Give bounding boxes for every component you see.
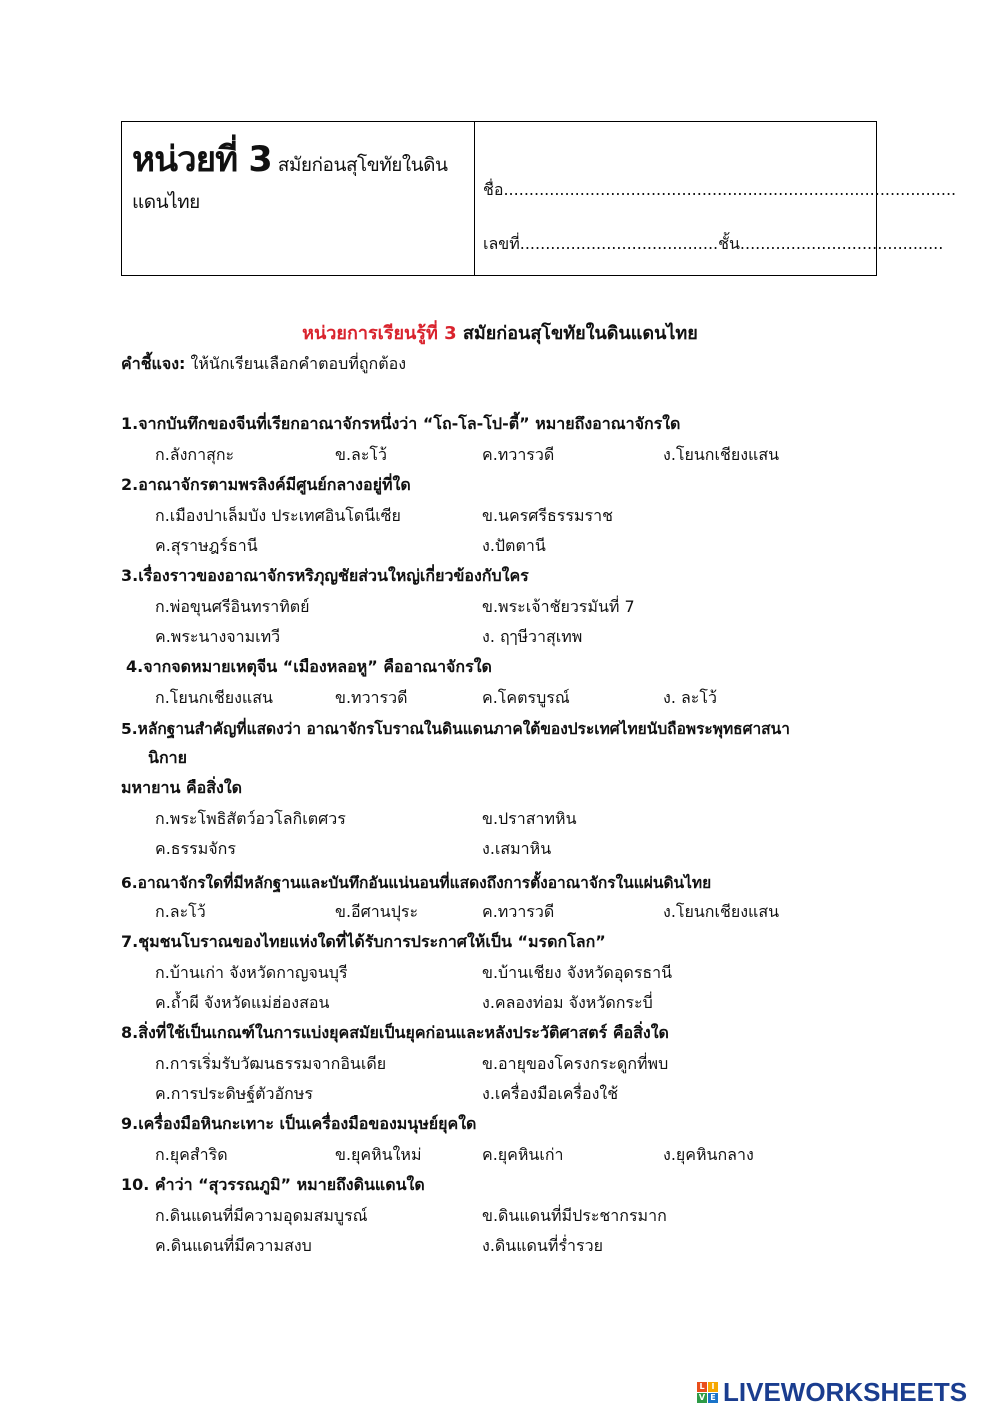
question-5-line2: นิกาย <box>148 748 187 767</box>
option[interactable]: ข.ทวารวดี <box>335 688 408 707</box>
option[interactable]: ค.ทวารวดี <box>482 902 555 921</box>
logo-letter-i: I <box>708 1382 718 1392</box>
liveworksheets-logo[interactable] <box>697 1377 967 1408</box>
option[interactable]: ข.อีศานปุระ <box>335 902 419 921</box>
logo-letter-e: E <box>708 1393 718 1403</box>
logo-text: LIVEWORKSHEETS <box>723 1377 968 1407</box>
option[interactable]: ง. ฤๅษีวาสุเทพ <box>482 627 583 646</box>
option[interactable]: ค.ธรรมจักร <box>155 839 236 858</box>
option[interactable]: ค.ถ้ำผี จังหวัดแม่ฮ่องสอน <box>155 993 330 1012</box>
option[interactable]: ก.ดินแดนที่มีความอุดมสมบูรณ์ <box>155 1206 368 1225</box>
option[interactable]: ง. ละโว้ <box>663 688 717 707</box>
option[interactable]: ก.พระโพธิสัตว์อวโลกิเตศวร <box>155 809 346 828</box>
name-field[interactable]: ชื่อ......................................................................................... <box>483 180 957 199</box>
option[interactable]: ก.ละโว้ <box>155 902 206 921</box>
logo-letter-l: L <box>697 1382 707 1392</box>
option[interactable]: ค.สุราษฎร์ธานี <box>155 536 258 555</box>
student-info <box>475 122 957 275</box>
option[interactable]: ก.ยุคสำริด <box>155 1145 228 1164</box>
option[interactable]: ก.ลังกาสุกะ <box>155 445 235 464</box>
question-6: 6.อาณาจักรใดที่มีหลักฐานและบันทึกอันแน่นอนที่แสดงถึงการตั้งอาณาจักรในแผ่นดินไทย <box>121 874 712 892</box>
option[interactable]: ง.คลองท่อม จังหวัดกระบี่ <box>482 993 653 1012</box>
option[interactable]: ข.ดินแดนที่มีประชากรมาก <box>482 1206 667 1225</box>
number-class-field[interactable]: เลขที่.......................................ชั้น........................................ <box>483 234 944 253</box>
logo-icon <box>697 1382 718 1403</box>
option[interactable]: ง.เสมาหิน <box>482 839 552 858</box>
option[interactable]: ง.ปัตตานี <box>482 536 546 555</box>
question-2: 2.อาณาจักรตามพรลิงค์มีศูนย์กลางอยู่ที่ใด <box>121 475 411 494</box>
title-topic: สมัยก่อนสุโขทัยในดินแดนไทย <box>456 323 698 344</box>
option[interactable]: ก.การเริ่มรับวัฒนธรรมจากอินเดีย <box>155 1054 387 1073</box>
option[interactable]: ง.โยนกเชียงแสน <box>663 445 780 464</box>
option[interactable]: ง.ดินแดนที่ร่ำรวย <box>482 1236 603 1255</box>
instruction <box>121 352 406 377</box>
option[interactable]: ก.บ้านเก่า จังหวัดกาญจนบุรี <box>155 963 348 982</box>
option[interactable]: ข.ละโว้ <box>335 445 387 464</box>
option[interactable]: ค.ยุคหินเก่า <box>482 1145 564 1164</box>
option[interactable]: ข.บ้านเชียง จังหวัดอุดรธานี <box>482 963 673 982</box>
instruction-text: ให้นักเรียนเลือกคำตอบที่ถูกต้อง <box>185 354 407 373</box>
unit-number: หน่วยที่ 3 <box>132 140 272 180</box>
option[interactable]: ค.ทวารวดี <box>482 445 555 464</box>
header-box <box>121 121 957 276</box>
option[interactable]: ค.พระนางจามเทวี <box>155 627 281 646</box>
option[interactable]: ก.โยนกเชียงแสน <box>155 688 273 707</box>
option[interactable]: ง.โยนกเชียงแสน <box>663 902 780 921</box>
page-title <box>0 318 1000 347</box>
option[interactable]: ข.พระเจ้าชัยวรมันที่ 7 <box>482 597 635 616</box>
question-10: 10. คำว่า “สุวรรณภูมิ” หมายถึงดินแดนใด <box>121 1175 425 1194</box>
unit-heading <box>122 122 475 275</box>
question-9: 9.เครื่องมือหินกะเทาะ เป็นเครื่องมือของมนุษย์ยุคใด <box>121 1114 477 1133</box>
option[interactable]: ข.ยุคหินใหม่ <box>335 1145 422 1164</box>
question-5: 5.หลักฐานสำคัญที่แสดงว่า อาณาจักรโบราณในดินแดนภาคใต้ของประเทศไทยนับถือพระพุทธศาสนา <box>121 720 790 738</box>
unit-subtitle: สมัยก่อนสุโขทัยในดินแดนไทย <box>132 154 448 213</box>
question-1: 1.จากบันทึกของจีนที่เรียกอาณาจักรหนึ่งว่า “โถ-โล-โป-ตี้” หมายถึงอาณาจักรใด <box>121 414 681 433</box>
option[interactable]: ข.อายุของโครงกระดูกที่พบ <box>482 1054 669 1073</box>
option[interactable]: ง.เครื่องมือเครื่องใช้ <box>482 1084 619 1103</box>
option[interactable]: ก.พ่อขุนศรีอินทราทิตย์ <box>155 597 310 616</box>
logo-letter-v: V <box>698 1393 706 1402</box>
option[interactable]: ค.ดินแดนที่มีความสงบ <box>155 1236 312 1255</box>
instruction-label: คำชี้แจง: <box>121 354 186 373</box>
question-8: 8.สิ่งที่ใช้เป็นเกณฑ์ในการแบ่งยุคสมัยเป็นยุคก่อนและหลังประวัติศาสตร์ คือสิ่งใด <box>121 1023 669 1042</box>
option[interactable]: ก.เมืองปาเล็มบัง ประเทศอินโดนีเซีย <box>155 506 401 525</box>
option[interactable]: ข.ปราสาทหิน <box>482 809 577 828</box>
option[interactable]: ค.โคตรบูรณ์ <box>482 688 570 707</box>
option[interactable]: ง.ยุคหินกลาง <box>663 1145 754 1164</box>
title-unit: หน่วยการเรียนรู้ที่ 3 <box>302 323 457 344</box>
option[interactable]: ค.การประดิษฐ์ตัวอักษร <box>155 1084 313 1103</box>
question-3: 3.เรื่องราวของอาณาจักรหริภุญชัยส่วนใหญ่เกี่ยวข้องกับใคร <box>121 566 529 585</box>
option[interactable]: ข.นครศรีธรรมราช <box>482 506 613 525</box>
question-7: 7.ชุมชนโบราณของไทยแห่งใดที่ได้รับการประกาศให้เป็น “มรดกโลก” <box>121 932 606 951</box>
question-5-line3: มหายาน คือสิ่งใด <box>121 778 243 797</box>
question-4: 4.จากจดหมายเหตุจีน “เมืองหลอหู” คืออาณาจักรใด <box>126 657 492 676</box>
